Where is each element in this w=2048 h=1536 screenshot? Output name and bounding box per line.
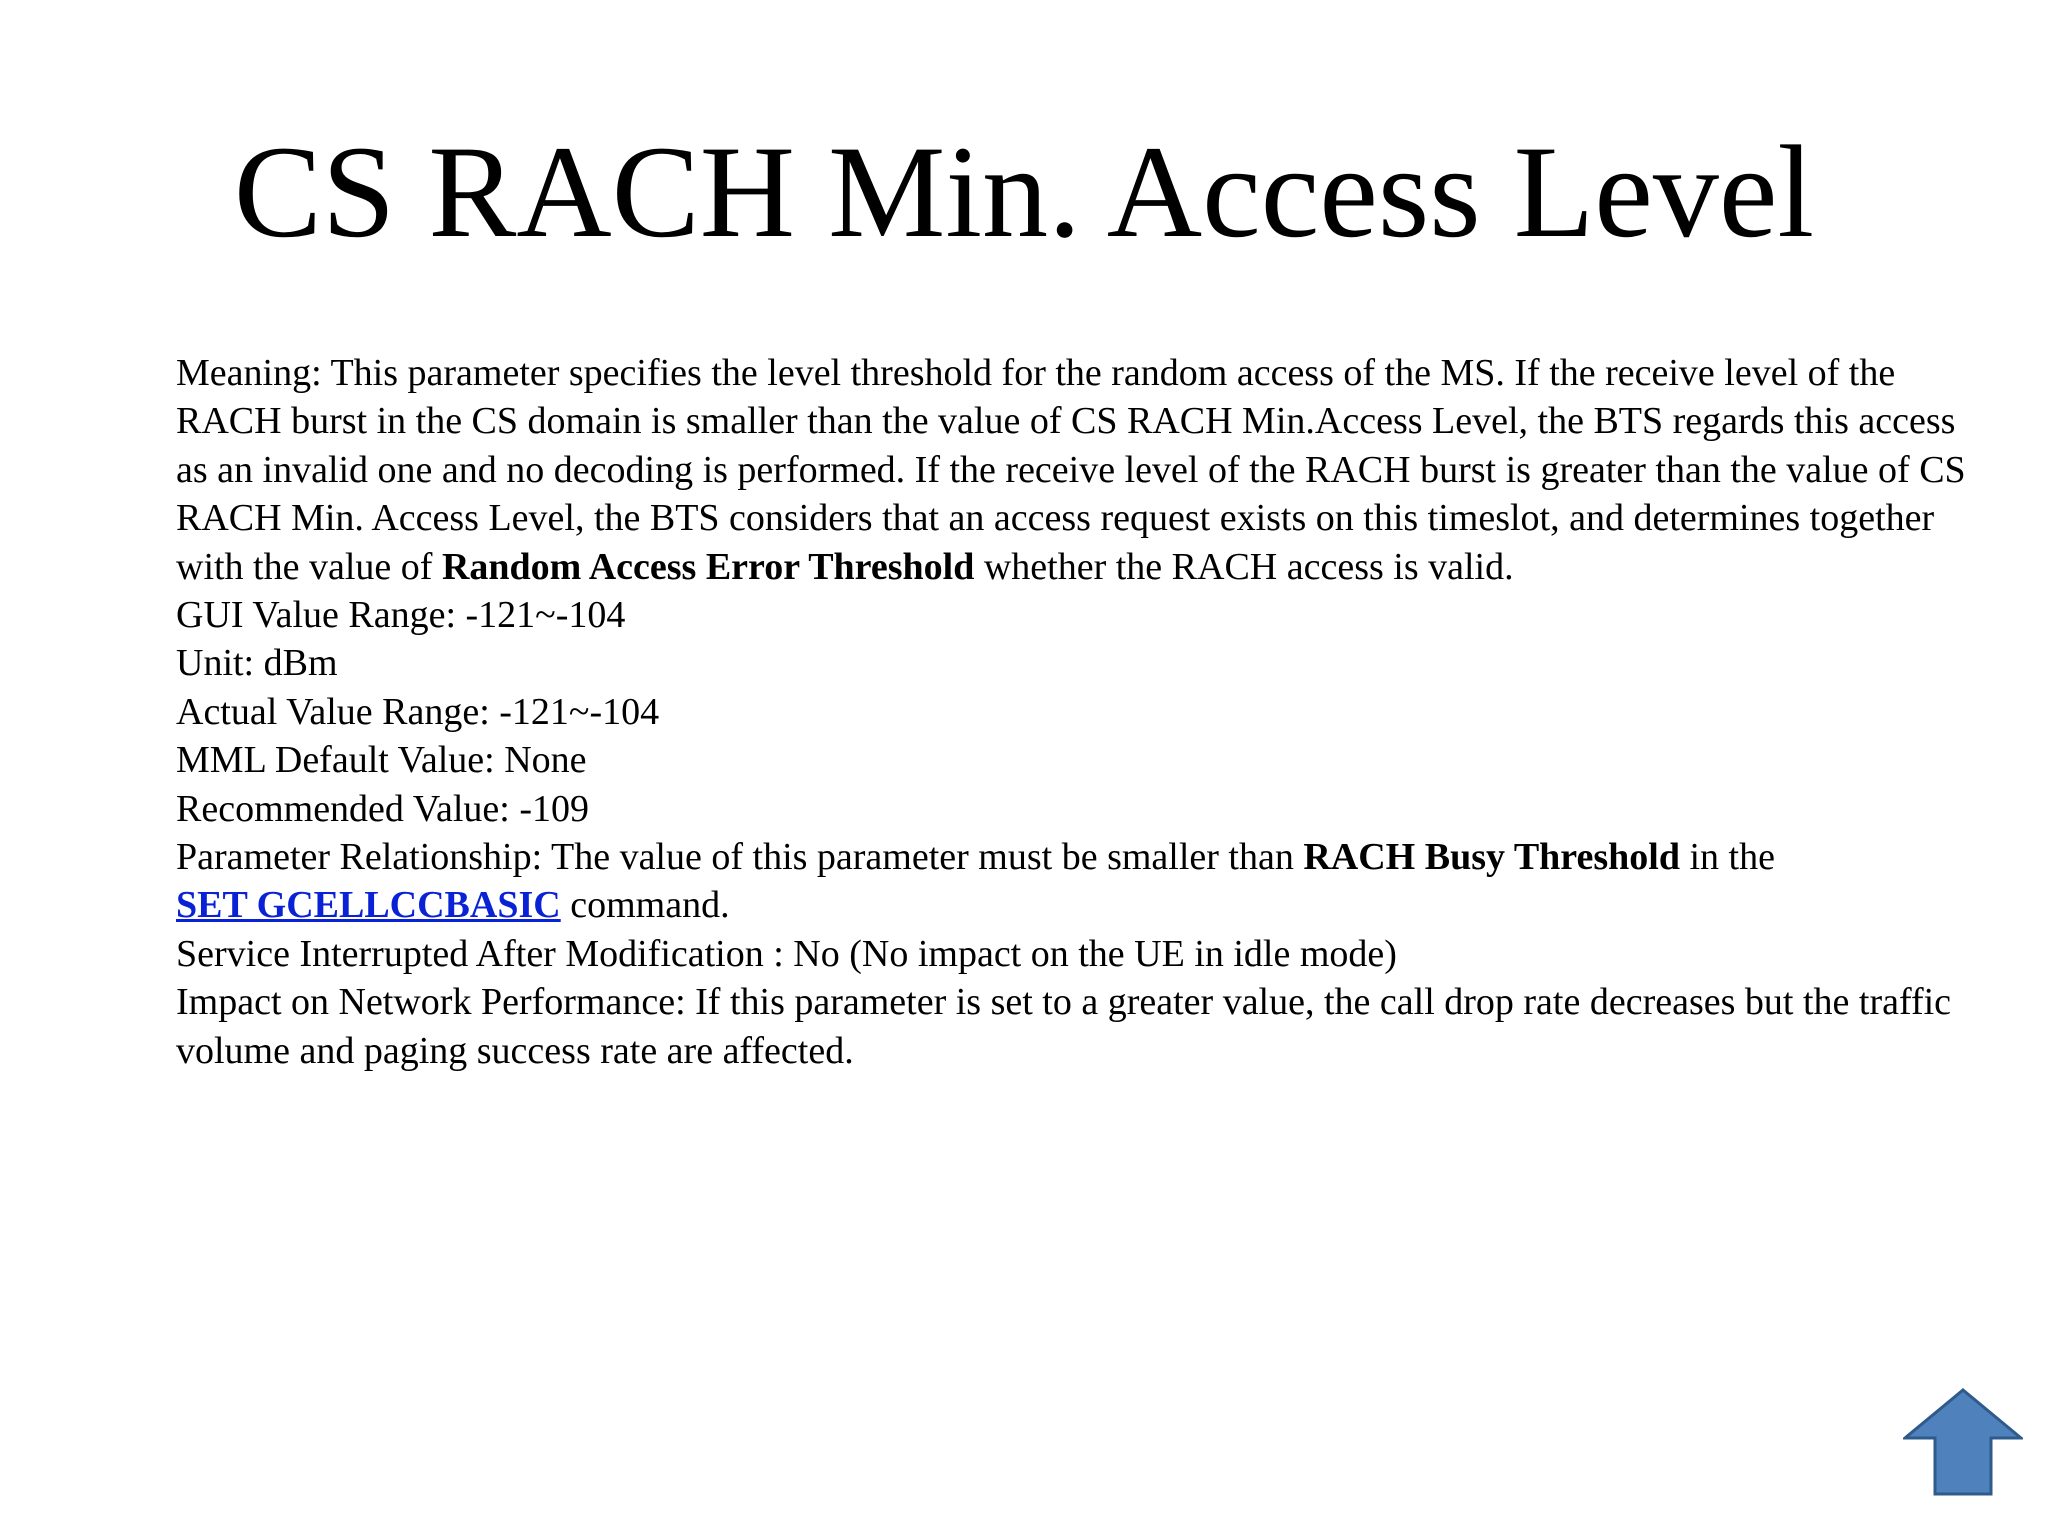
recommended-value: Recommended Value: -109 [176, 787, 589, 830]
meaning-text: Meaning: This parameter specifies the level threshold for the random access of the MS. If the receive level of the RACH burst in the CS domain is smaller than the value of CS RACH Min.Access Level, the BTS regards this access as an invalid one and no decoding is performed. If the receive level of the RACH burst is greater than the value of CS RACH Min. Access Level, the BTS considers that an access request exists on this timeslot, and determines together with the value of [176, 352, 1966, 588]
random-access-error-threshold-term: Random Access Error Threshold [441, 545, 975, 588]
parameter-relationship [176, 833, 1966, 930]
mml-default-value: MML Default Value: None [176, 739, 587, 782]
parameter-description [176, 349, 1966, 1075]
relationship-text: Parameter Relationship: The value of this parameter must be smaller than [176, 836, 1294, 879]
meaning-paragraph [176, 349, 1966, 591]
network-impact: Impact on Network Performance: If this parameter is set to a greater value, the call drop rate decreases but the traffic volume and paging success rate are affected. [176, 981, 1952, 1072]
unit: Unit: dBm [176, 642, 338, 685]
page-title: CS RACH Min. Access Level [233, 118, 1815, 265]
set-gcellccbasic-link[interactable]: SET GCELLCCBASIC [176, 884, 561, 927]
relationship-middle: in the [1689, 836, 1775, 879]
up-arrow-shape [1905, 1390, 2021, 1494]
gui-value-range: GUI Value Range: -121~-104 [176, 594, 626, 637]
relationship-suffix: command. [570, 884, 730, 927]
service-interrupted: Service Interrupted After Modification : No (No impact on the UE in idle mode) [176, 932, 1397, 975]
rach-busy-threshold-term: RACH Busy Threshold [1303, 836, 1680, 879]
up-arrow-icon[interactable] [1903, 1388, 2023, 1496]
meaning-suffix: whether the RACH access is valid. [983, 545, 1514, 588]
actual-value-range: Actual Value Range: -121~-104 [176, 690, 660, 733]
